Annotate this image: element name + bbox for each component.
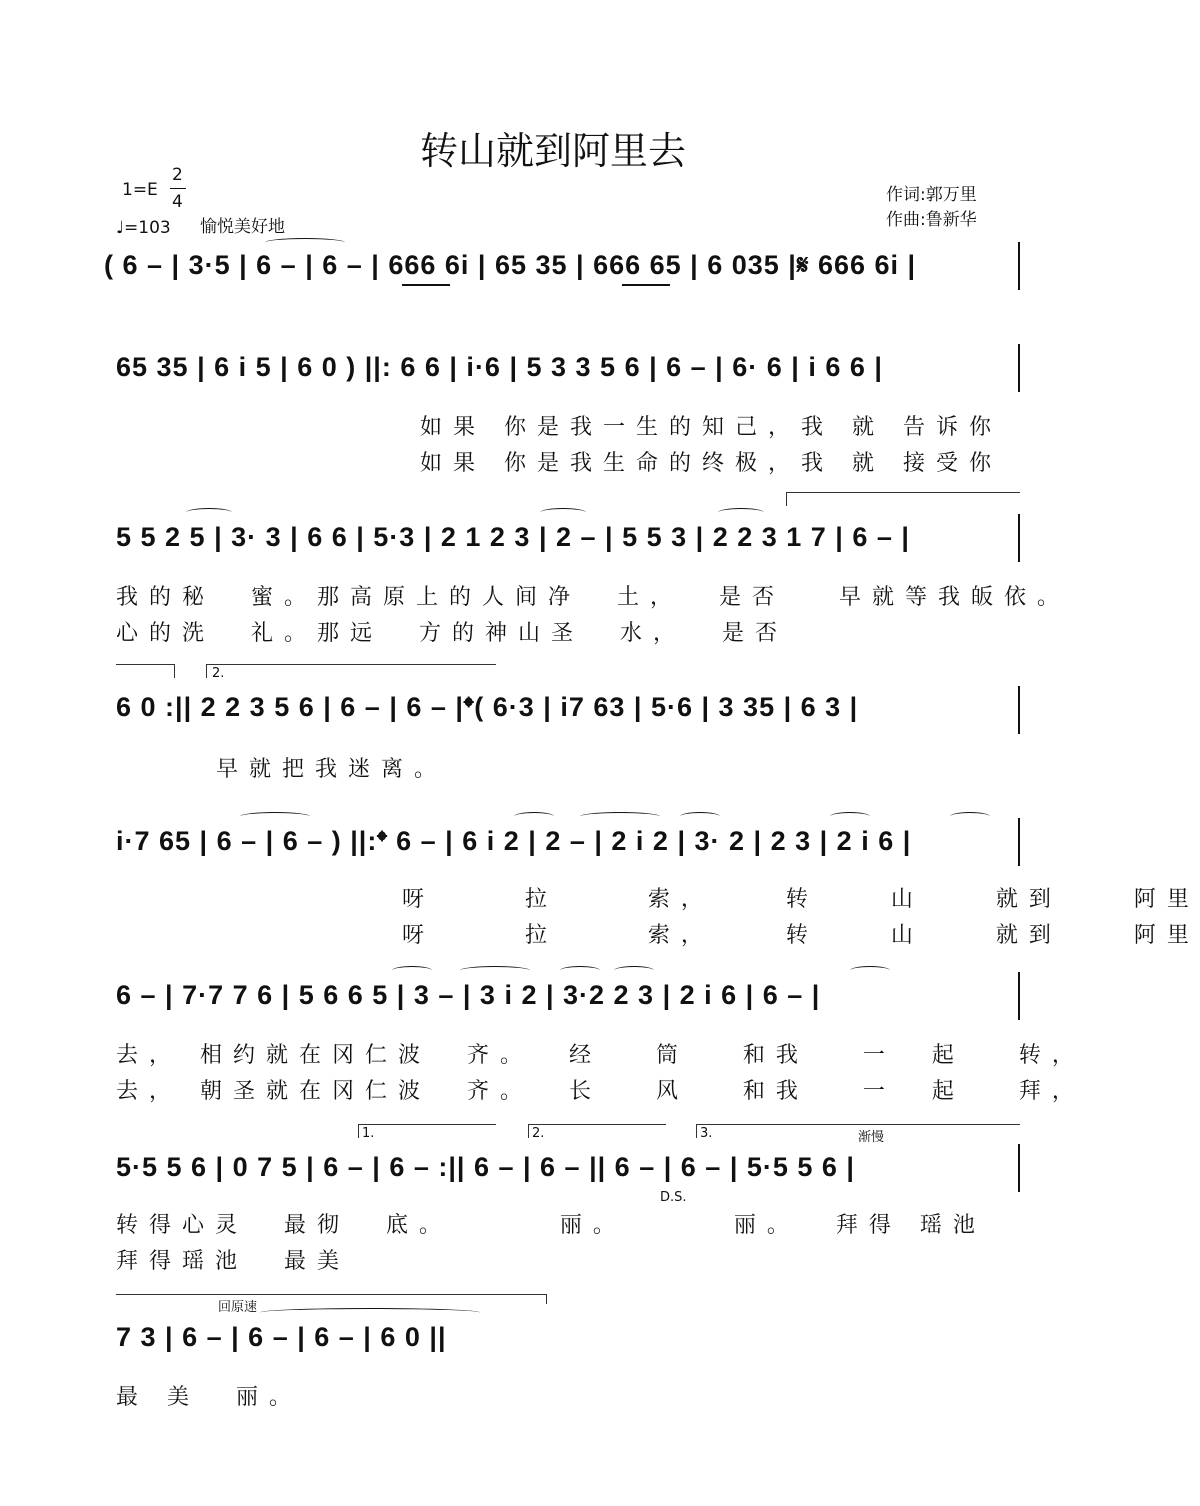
lyrics-line-3-verse-2: 心的洗 礼。那远 方的神山圣 水， 是否: [116, 621, 788, 646]
notation-line-7: 5·5 5 6 | 0 7 5 | 6 – | 6 – :|| 6 – | 6 – || 6 – | 6 – | 5·5 5 6 |: [116, 1152, 855, 1182]
volta-bracket-4b-edge: [206, 664, 207, 678]
tie-5b: [514, 812, 554, 821]
notation-line-2: 65 35 | 6 i 5 | 6 0 ) ||: 6 6 | i·6 | 5 3 3 5 6 | 6 – | 6· 6 | i 6 6 |: [116, 352, 883, 382]
lyrics-line-6-verse-2: 去， 朝圣就在冈仁波 齐。 长 风 和我 一 起 拜，: [116, 1079, 1085, 1104]
tie-3c: [718, 508, 764, 517]
dal-segno-mark: D.S.: [660, 1190, 687, 1205]
volta-bracket-3: [786, 492, 1020, 493]
tie-5a: [240, 812, 310, 821]
lyrics-line-3-verse-1: 我的秘 蜜。那高原上的人间净 土， 是否 早就等我皈依。: [116, 585, 1070, 610]
volta-bracket-7c: [696, 1124, 1020, 1125]
lyrics-line-8-verse-1: 最 美 丽。: [116, 1385, 302, 1410]
lyrics-line-5-verse-2: 呀 拉 索， 转 山 就到 阿里: [402, 923, 1200, 948]
volta-bracket-8: [116, 1294, 546, 1295]
volta-label-3: 3.: [700, 1126, 713, 1141]
volta-bracket-7a-edge: [358, 1124, 359, 1138]
barline-end-2: [1018, 344, 1020, 392]
notation-line-1: ( 6 – | 3·5 | 6 – | 6 – | 666 6i | 65 35 | 666 65 | 6 035 |𝄋 666 6i |: [104, 250, 917, 280]
barline-end-3: [1018, 514, 1020, 562]
barline-end-4: [1018, 686, 1020, 734]
volta-bracket-7c-edge: [696, 1124, 697, 1138]
time-signature-rule: [170, 188, 186, 189]
volta-bracket-4a: [116, 664, 174, 665]
lyrics-line-2-verse-1: 如果 你是我一生的知己，我 就 告诉你: [420, 415, 1002, 440]
lyrics-line-6-verse-1: 去， 相约就在冈仁波 齐。 经 筒 和我 一 起 转，: [116, 1043, 1085, 1068]
volta-bracket-4a-edge: [174, 664, 175, 678]
barline-end-5: [1018, 818, 1020, 866]
notation-line-8: 7 3 | 6 – | 6 – | 6 – | 6 0 ||: [116, 1322, 447, 1352]
lyrics-line-2-verse-2: 如果 你是我生命的终极，我 就 接受你: [420, 451, 1002, 476]
lyrics-line-4-verse-1: 早就把我迷离。: [216, 757, 448, 782]
tie-5c: [580, 812, 660, 821]
tie-5d: [680, 812, 720, 821]
volta-label-2b: 2.: [532, 1126, 545, 1141]
tie-5f: [950, 812, 990, 821]
key-signature: 1=E: [122, 180, 158, 200]
lyrics-line-7-verse-1: 转得心灵 最彻 底。 丽。 丽。 拜得 瑶池: [116, 1213, 986, 1238]
barline-end-7: [1018, 1144, 1020, 1192]
barline-end-1: [1018, 242, 1020, 290]
tie-3a: [186, 508, 232, 517]
tie-1: [265, 238, 345, 247]
tie-6e: [850, 966, 890, 975]
volta-bracket-7b: [528, 1124, 666, 1125]
volta-bracket-4b: [206, 664, 496, 665]
time-signature-top: 2: [172, 165, 183, 185]
tie-6c: [560, 966, 600, 975]
tie-6b: [460, 966, 530, 975]
beam-1b: [622, 284, 670, 286]
beam-1a: [402, 284, 450, 286]
notation-line-5: i·7 65 | 6 – | 6 – ) ||:𝄌 6 – | 6 i 2 | 2 – | 2 i 2 | 3· 2 | 2 3 | 2 i 6 |: [116, 826, 912, 856]
tempo-resume-mark: 回原速: [218, 1300, 258, 1315]
volta-bracket-3-edge: [786, 492, 787, 506]
volta-label-2: 2.: [212, 666, 225, 681]
volta-bracket-7b-edge: [528, 1124, 529, 1138]
volta-bracket-8-edge: [546, 1294, 547, 1304]
barline-end-6: [1018, 972, 1020, 1020]
volta-label-1: 1.: [362, 1126, 375, 1141]
time-signature-bottom: 4: [172, 192, 183, 212]
expression-marking: 愉悦美好地: [200, 217, 285, 237]
song-title: 转山就到阿里去: [420, 129, 687, 173]
tie-8a: [260, 1308, 480, 1317]
notation-line-4: 6 0 :|| 2 2 3 5 6 | 6 – | 6 – |𝄌( 6·3 | i7 63 | 5·6 | 3 35 | 6 3 |: [116, 692, 859, 722]
tempo-marking: ♩=103: [116, 218, 171, 238]
tie-5e: [830, 812, 870, 821]
notation-line-6: 6 – | 7·7 7 6 | 5 6 6 5 | 3 – | 3 i 2 | 3·2 2 3 | 2 i 6 | 6 – |: [116, 980, 821, 1010]
lyrics-line-5-verse-1: 呀 拉 索， 转 山 就到 阿里: [402, 887, 1200, 912]
composer: 作曲:鲁新华: [886, 210, 977, 230]
volta-bracket-7a: [358, 1124, 496, 1125]
tie-6d: [614, 966, 654, 975]
lyricist: 作词:郭万里: [886, 185, 977, 205]
tie-6a: [392, 966, 432, 975]
notation-line-3: 5 5 2 5 | 3· 3 | 6 6 | 5·3 | 2 1 2 3 | 2 – | 5 5 3 | 2 2 3 1 7 | 6 – |: [116, 522, 910, 552]
tie-3b: [540, 508, 586, 517]
lyrics-line-7-verse-2: 拜得瑶池 最美: [116, 1249, 350, 1274]
ritardando-mark: 渐慢: [858, 1130, 885, 1145]
